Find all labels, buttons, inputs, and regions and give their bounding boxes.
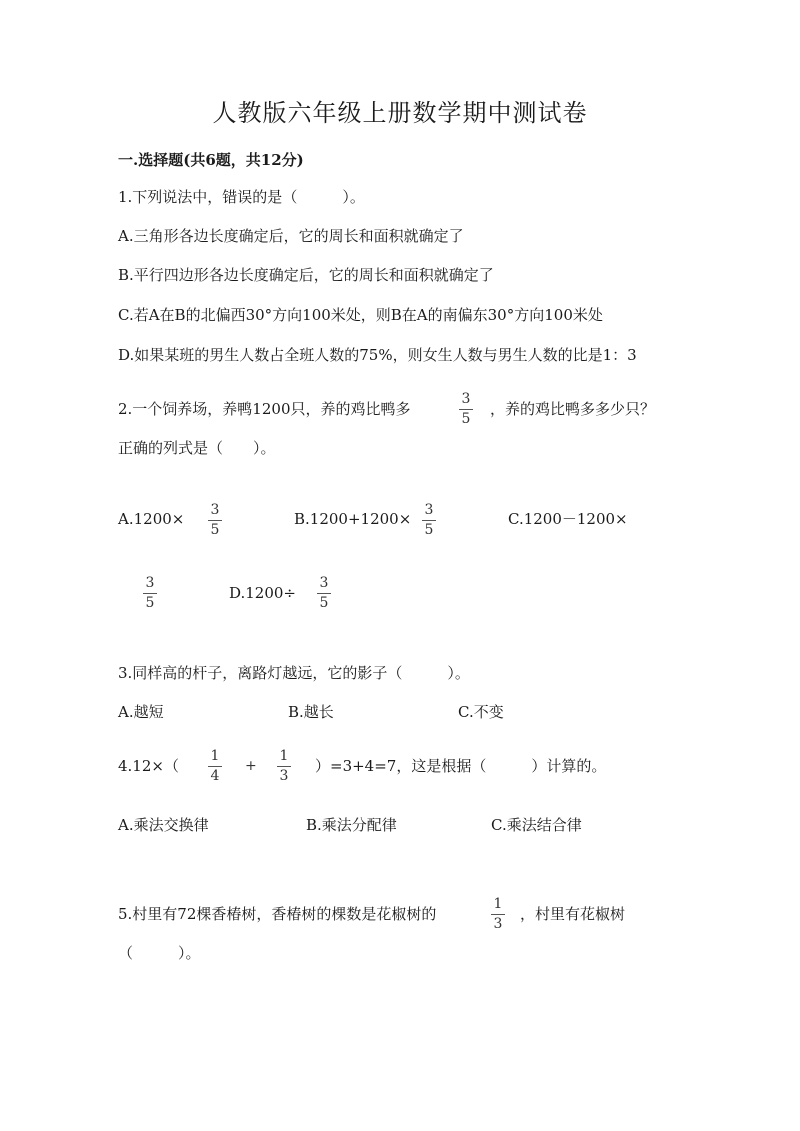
question-2-option-c-fraction	[142, 576, 158, 611]
question-4-fraction-2	[276, 749, 292, 784]
fraction-denominator: 3	[279, 768, 289, 784]
section-heading: 一.选择题(共6题，共12分)	[118, 151, 304, 169]
question-1-stem: 1.下列说法中，错误的是（ ）。	[118, 188, 365, 206]
fraction-denominator: 5	[210, 522, 220, 538]
question-2-stem-part3: 正确的列式是（ ）。	[118, 439, 276, 457]
question-1-option-d: D.如果某班的男生人数占全班人数的75%，则女生人数与男生人数的比是1：3	[118, 346, 637, 364]
fraction-denominator: 5	[461, 411, 471, 427]
question-2-option-d: D.1200÷	[229, 584, 297, 602]
fraction-denominator: 5	[145, 595, 155, 611]
fraction-denominator: 4	[210, 768, 220, 784]
question-2-option-d-fraction	[316, 576, 332, 611]
question-3-stem: 3.同样高的杆子，离路灯越远，它的影子（ ）。	[118, 664, 470, 682]
question-2-option-a-fraction	[207, 503, 223, 538]
fraction-bar	[422, 520, 436, 521]
fraction-denominator: 3	[493, 916, 503, 932]
fraction-bar	[459, 409, 473, 410]
question-5-stem-part2: ，村里有花椒树	[520, 905, 626, 923]
question-5-fraction	[490, 897, 506, 932]
question-2-stem-part2: ，养的鸡比鸭多多少只？	[490, 400, 656, 418]
question-2-option-b-fraction	[421, 503, 437, 538]
question-4-suffix: ）=3+4=7，这是根据（ ）计算的。	[315, 757, 607, 775]
question-4-option-a: A.乘法交换律	[118, 816, 209, 834]
question-1-option-c: C.若A在B的北偏西30°方向100米处，则B在A的南偏东30°方向100米处	[118, 306, 603, 324]
fraction-bar	[491, 914, 505, 915]
fraction-numerator: 1	[279, 748, 289, 764]
question-2-option-a: A.1200×	[118, 510, 185, 528]
question-4-prefix: 4.12×（	[118, 757, 179, 775]
question-5-stem-part1: 5.村里有72棵香椿树，香椿树的棵数是花椒树的	[118, 905, 437, 923]
fraction-numerator: 3	[210, 502, 220, 518]
question-4-option-c: C.乘法结合律	[491, 816, 582, 834]
question-1-option-b: B.平行四边形各边长度确定后，它的周长和面积就确定了	[118, 266, 494, 284]
fraction-numerator: 1	[493, 896, 503, 912]
fraction-bar	[277, 766, 291, 767]
question-5-stem-part3: （ ）。	[118, 944, 201, 962]
fraction-denominator: 5	[319, 595, 329, 611]
question-3-option-a: A.越短	[118, 703, 164, 721]
question-2-option-b: B.1200+1200×	[294, 510, 412, 528]
fraction-numerator: 3	[145, 575, 155, 591]
fraction-numerator: 3	[461, 391, 471, 407]
fraction-bar	[208, 520, 222, 521]
fraction-bar	[208, 766, 222, 767]
fraction-numerator: 1	[210, 748, 220, 764]
question-3-option-b: B.越长	[288, 703, 334, 721]
question-4-option-b: B.乘法分配律	[306, 816, 397, 834]
fraction-numerator: 3	[424, 502, 434, 518]
fraction-bar	[317, 593, 331, 594]
question-3-option-c: C.不变	[458, 703, 504, 721]
question-2-fraction	[458, 392, 474, 427]
question-2-option-c: C.1200－1200×	[508, 510, 628, 528]
plus-sign: +	[245, 758, 257, 774]
question-4-fraction-1	[207, 749, 223, 784]
fraction-denominator: 5	[424, 522, 434, 538]
fraction-numerator: 3	[319, 575, 329, 591]
question-2-stem-part1: 2.一个饲养场，养鸭1200只，养的鸡比鸭多	[118, 400, 411, 418]
fraction-bar	[143, 593, 157, 594]
question-1-option-a: A.三角形各边长度确定后，它的周长和面积就确定了	[118, 227, 464, 245]
page-title: 人教版六年级上册数学期中测试卷	[212, 99, 588, 127]
